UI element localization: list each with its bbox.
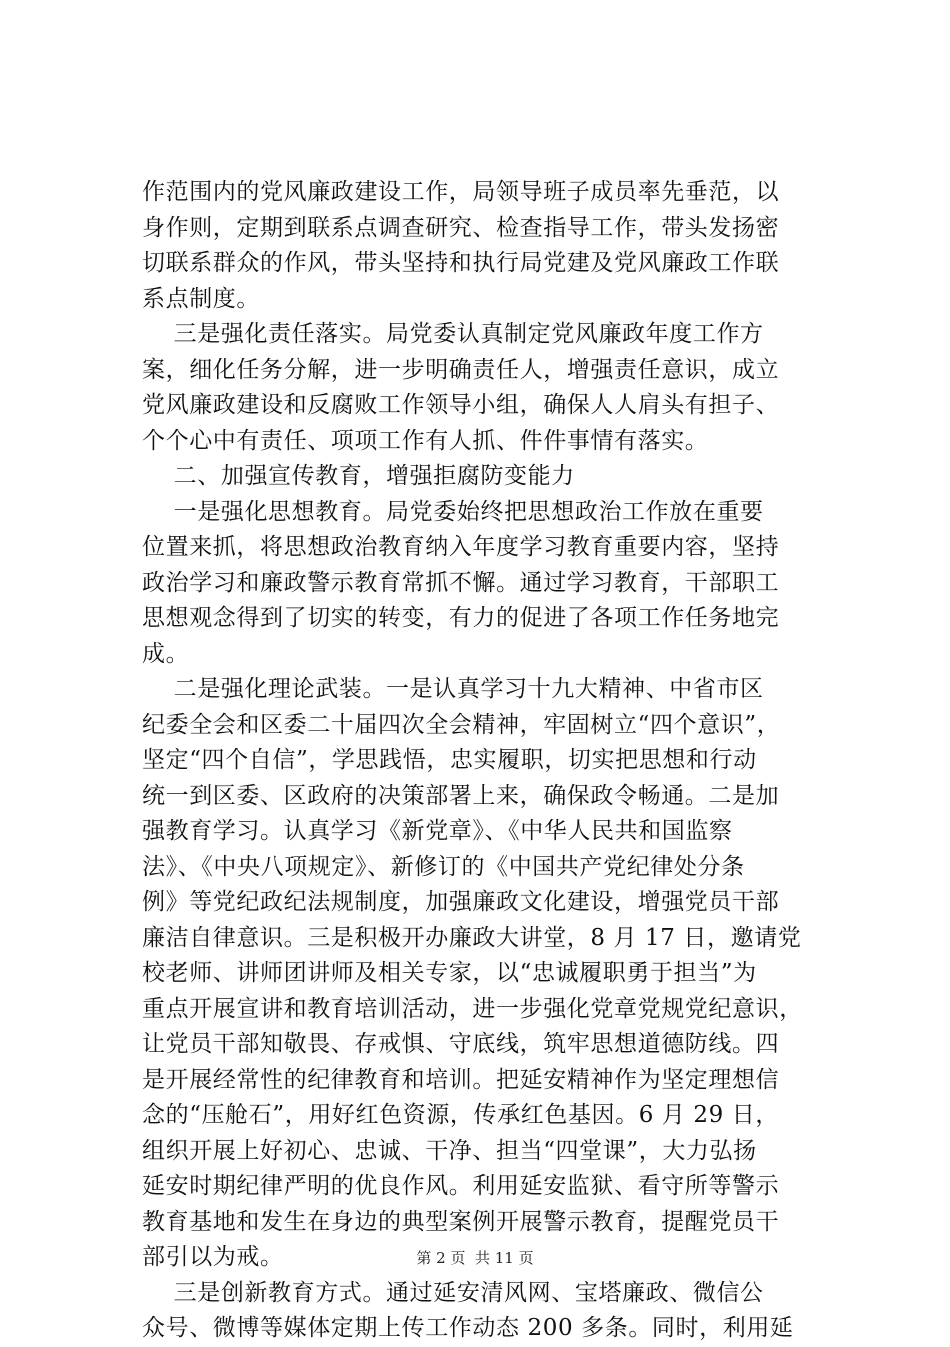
text-line: 思想观念得到了切实的转变，有力的促进了各项工作任务地完 (142, 605, 780, 631)
text-line: 位置来抓，将思想政治教育纳入年度学习教育重要内容，坚持 (142, 534, 780, 560)
text-line: 切联系群众的作风，带头坚持和执行局党建及党风廉政工作联 (142, 250, 780, 276)
text-line: 延安时期纪律严明的优良作风。利用延安监狱、看守所等警示 (142, 1173, 780, 1199)
text-line: 教育基地和发生在身边的典型案例开展警示教育，提醒党员干 (142, 1208, 780, 1235)
text-line: 系点制度。 (142, 285, 260, 312)
text-line: 组织开展上好初心、忠诚、干净、担当“四堂课”，大力弘扬 (142, 1137, 757, 1164)
page-number-footer: 第 2 页 共 11 页 (416, 1249, 534, 1267)
document-body (142, 175, 812, 1347)
text-line: 让党员干部知敬畏、存戒惧、守底线，筑牢思想道德防线。四 (142, 1031, 780, 1057)
text-line: 政治学习和廉政警示教育常抓不懈。通过学习教育，干部职工 (142, 569, 780, 596)
text-line: 三是创新教育方式。通过延安清风网、宝塔廉政、微信公 (142, 1279, 764, 1306)
text-line: 部引以为戒。 (142, 1244, 284, 1270)
text-line: 重点开展宣讲和教育培训活动，进一步强化党章党规党纪意识， (142, 995, 803, 1022)
section-heading: 二、加强宣传教育，增强拒腐防变能力 (142, 463, 575, 489)
text-line: 二是强化理论武装。一是认真学习十九大精神、中省市区 (142, 676, 764, 702)
text-line: 是开展经常性的纪律教育和培训。把延安精神作为坚定理想信 (142, 1066, 780, 1093)
text-line: 法》、《中央八项规定》、新修订的《中国共产党纪律处分条 (142, 853, 745, 880)
text-line: 校老师、讲师团讲师及相关专家，以“忠诚履职勇于担当”为 (142, 960, 757, 986)
text-line: 例》等党纪政纪法规制度，加强廉政文化建设，增强党员干部 (142, 889, 780, 915)
text-line: 强教育学习。认真学习《新党章》、《中华人民共和国监察 (142, 818, 733, 844)
text-line: 坚定“四个自信”，学思践悟，忠实履职，切实把思想和行动 (142, 747, 757, 773)
text-line: 党风廉政建设和反腐败工作领导小组，确保人人肩头有担子、 (142, 392, 780, 418)
text-line: 案，细化任务分解，进一步明确责任人，增强责任意识，成立 (142, 356, 780, 383)
text-line: 统一到区委、区政府的决策部署上来，确保政令畅通。二是加 (142, 782, 780, 809)
text-line: 个个心中有责任、项项工作有人抓、件件事情有落实。 (142, 427, 709, 454)
text-line: 作范围内的党风廉政建设工作，局领导班子成员率先垂范，以 (142, 179, 780, 205)
text-line: 念的“压舱石”，用好红色资源，传承红色基因。6 月 29 日， (142, 1102, 779, 1128)
text-line: 众号、微博等媒体定期上传工作动态 200 多条。同时，利用延 (142, 1315, 794, 1341)
text-line: 廉洁自律意识。三是积极开办廉政大讲堂，8 月 17 日，邀请党 (142, 924, 802, 951)
text-line: 一是强化思想教育。局党委始终把思想政治工作放在重要 (142, 498, 764, 525)
text-line: 成。 (142, 640, 190, 667)
text-line: 身作则，定期到联系点调查研究、检查指导工作，带头发扬密 (142, 214, 780, 241)
text-line: 纪委全会和区委二十届四次全会精神，牢固树立“四个意识”， (142, 711, 781, 738)
text-line: 三是强化责任落实。局党委认真制定党风廉政年度工作方 (142, 321, 764, 347)
